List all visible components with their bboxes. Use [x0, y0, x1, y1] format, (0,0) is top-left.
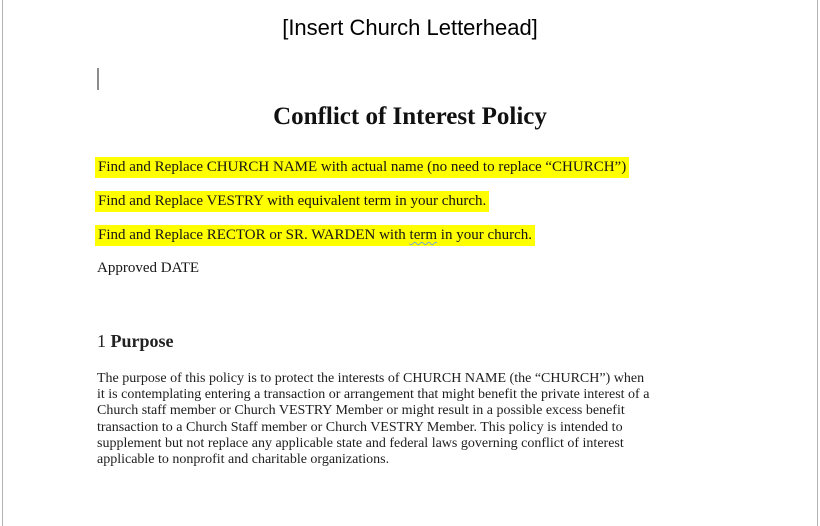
paragraph-line: transaction to a Church Staff member or Church VESTRY Member. This policy is intended to	[97, 419, 623, 435]
section-title: Purpose	[110, 331, 174, 351]
section-number: 1	[97, 331, 106, 351]
highlighted-instruction-vestry	[95, 191, 489, 212]
paragraph-line: Church staff member or Church VESTRY Member or might result in a possible excess benefit	[97, 403, 625, 419]
highlight-text: Find and Replace CHURCH NAME with actual name (no need to replace “CHURCH”)	[95, 157, 629, 178]
highlighted-instruction-rector	[95, 225, 535, 246]
highlighted-instruction-church-name	[95, 157, 629, 178]
paragraph-line: applicable to nonprofit and charitable organizations.	[97, 452, 390, 468]
purpose-paragraph	[97, 371, 649, 468]
paragraph-line: The purpose of this policy is to protect the interests of CHURCH NAME (the “CHURCH”) when	[97, 371, 645, 386]
text-caret	[97, 68, 99, 90]
page-right-edge	[817, 0, 818, 526]
instruction-text-after: in your church.	[437, 227, 533, 243]
paragraph-line: supplement but not replace any applicable state and federal laws governing conflict of interest	[97, 435, 624, 451]
paragraph-line: it is contemplating entering a transaction or arrangement that might benefit the private interest of a	[97, 387, 650, 403]
section-heading	[97, 330, 174, 353]
instruction-text-before: Find and Replace RECTOR or SR. WARDEN with	[98, 227, 410, 243]
approved-date-line: Approved DATE	[97, 260, 200, 276]
highlight-text	[95, 225, 535, 246]
letterhead-placeholder-text: [Insert Church Letterhead]	[282, 15, 538, 40]
page-left-edge	[2, 0, 3, 526]
spellcheck-flagged-word: term	[409, 227, 438, 243]
highlight-text: Find and Replace VESTRY with equivalent term in your church.	[95, 191, 489, 212]
document-title: Conflict of Interest Policy	[273, 103, 547, 130]
